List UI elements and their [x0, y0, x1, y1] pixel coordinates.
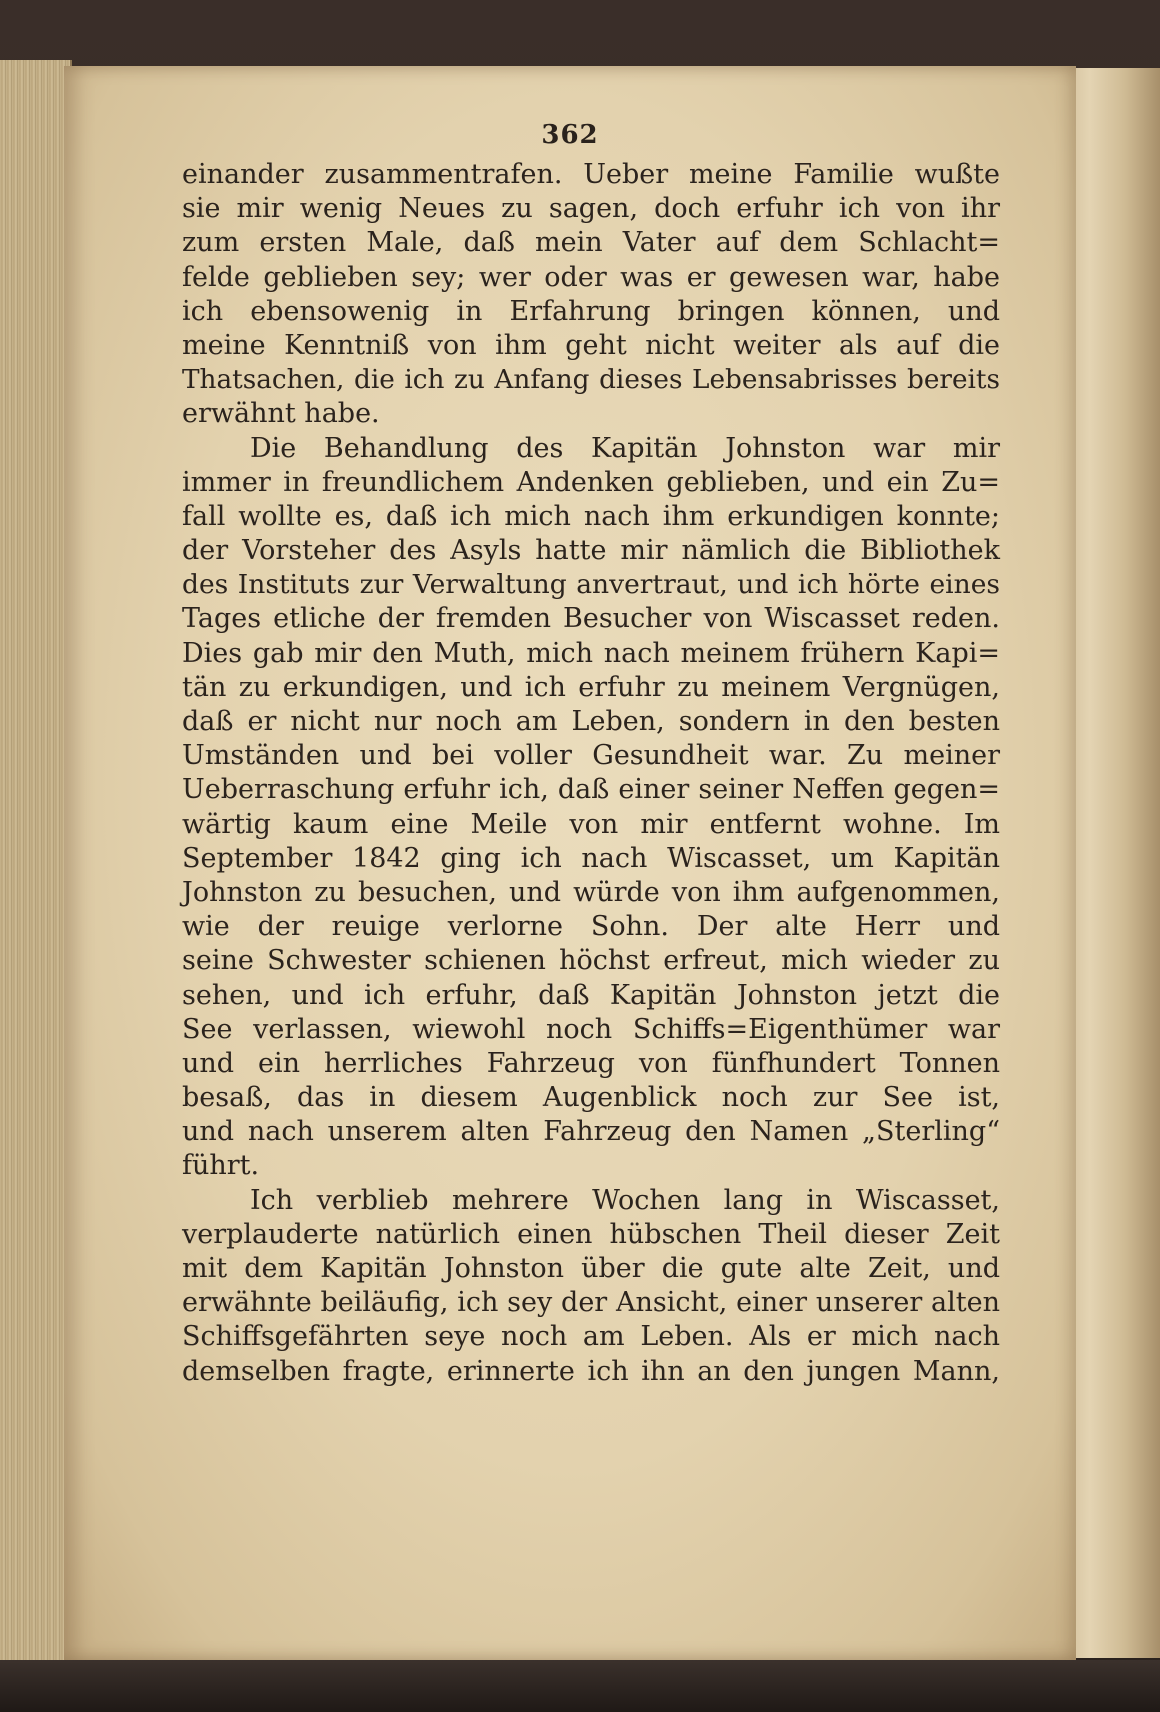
book-page	[64, 66, 1076, 1660]
text-line: Umständen und bei voller Gesundheit war. Zu meiner	[182, 740, 1000, 772]
text-line: Thatsachen, die ich zu Anfang dieses Lebensabrisses bereits	[182, 365, 1000, 396]
text-line: verplauderte natürlich einen hübschen Theil dieser Zeit	[182, 1218, 1000, 1250]
book-cover-edge	[0, 1660, 1160, 1712]
text-line: sie mir wenig Neues zu sagen, doch erfuhr ich von ihr	[182, 193, 1000, 225]
text-line: ich ebensowenig in Erfahrung bringen können, und	[182, 295, 1000, 327]
text-line: felde geblieben sey; wer oder was er gewesen war, habe	[182, 261, 1000, 293]
text-line: Johnston zu besuchen, und würde von ihm aufgenommen,	[182, 876, 1000, 908]
text-line: und nach unserem alten Fahrzeug den Namen „Sterling“	[182, 1116, 1000, 1148]
text-line: erwähnte beiläufig, ich sey der Ansicht, einer unserer alten	[182, 1287, 1000, 1319]
text-line: mit dem Kapitän Johnston über die gute alte Zeit, und	[182, 1253, 1000, 1284]
text-line: demselben fragte, erinnerte ich ihn an den jungen Mann,	[182, 1355, 1000, 1387]
text-line: immer in freundlichem Andenken geblieben, und ein Zu=	[182, 466, 1000, 498]
text-line: seine Schwester schienen höchst erfreut, mich wieder zu	[182, 945, 1000, 977]
text-line: wärtig kaum eine Meile von mir entfernt wohne. Im	[182, 808, 1000, 840]
text-line: der Vorsteher des Asyls hatte mir nämlich die Bibliothek	[182, 535, 1000, 567]
text-line: tän zu erkundigen, und ich erfuhr zu meinem Vergnügen,	[182, 671, 1000, 703]
text-line: Ueberraschung erfuhr ich, daß einer seiner Neffen gegen=	[182, 774, 1000, 806]
right-page-edges	[1071, 68, 1160, 1658]
text-line: Dies gab mir den Muth, mich nach meinem frühern Kapi=	[182, 637, 1000, 669]
text-line: See verlassen, wiewohl noch Schiffs=Eigenthümer war	[182, 1013, 1000, 1045]
text-line: September 1842 ging ich nach Wiscasset, um Kapitän	[182, 842, 1000, 874]
text-line: Die Behandlung des Kapitän Johnston war mir	[250, 432, 1000, 464]
text-line: wie der reuige verlorne Sohn. Der alte Herr und	[182, 911, 1000, 943]
text-line: des Instituts zur Verwaltung anvertraut, und ich hörte eines	[182, 569, 1000, 601]
text-line: Schiffsgefährten seye noch am Leben. Als er mich nach	[182, 1321, 1000, 1353]
text-line: Ich verblieb mehrere Wochen lang in Wiscasset,	[250, 1184, 1000, 1216]
paragraph-1	[182, 158, 1000, 432]
text-line: führt.	[182, 1150, 260, 1182]
paragraph-3	[182, 1184, 1000, 1389]
paragraph-2	[182, 432, 1000, 1184]
text-line: einander zusammentrafen. Ueber meine Familie wußte	[182, 159, 1000, 190]
text-line: erwähnt habe.	[182, 398, 380, 430]
text-line: sehen, und ich erfuhr, daß Kapitän Johnston jetzt die	[182, 979, 1000, 1011]
page-number: 362	[541, 120, 599, 150]
text-line: daß er nicht nur noch am Leben, sondern in den besten	[182, 706, 1000, 737]
text-line: besaß, das in diesem Augenblick noch zur See ist,	[182, 1082, 1000, 1114]
text-line: und ein herrliches Fahrzeug von fünfhundert Tonnen	[182, 1047, 1000, 1079]
left-page-edges	[0, 60, 72, 1660]
page-text	[182, 158, 1000, 1389]
text-line: zum ersten Male, daß mein Vater auf dem Schlacht=	[182, 227, 1000, 259]
text-line: fall wollte es, daß ich mich nach ihm erkundigen konnte;	[182, 500, 1000, 532]
text-line: meine Kenntniß von ihm geht nicht weiter als auf die	[182, 329, 1000, 361]
text-line: Tages etliche der fremden Besucher von Wiscasset reden.	[182, 603, 1000, 635]
